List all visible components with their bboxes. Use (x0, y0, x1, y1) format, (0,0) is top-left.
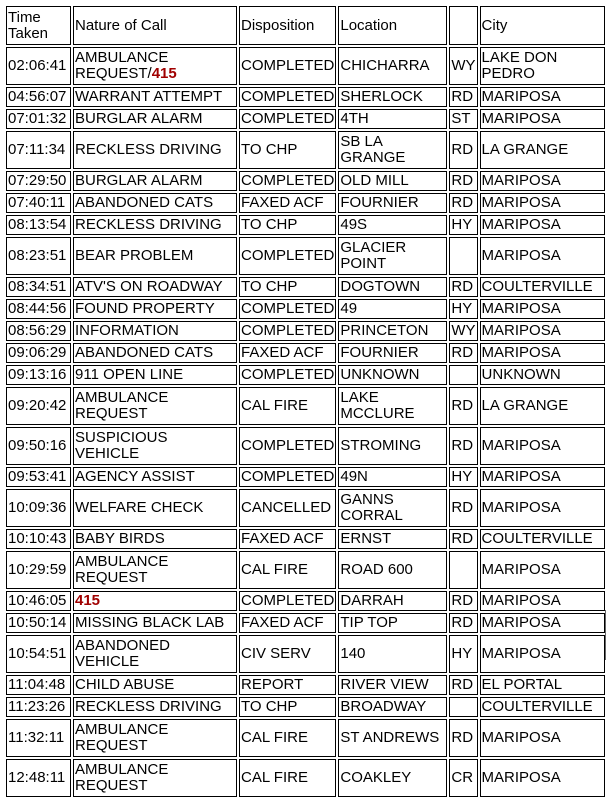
street-type-cell: HY (449, 215, 477, 235)
nature-text: AMBULANCE REQUEST (75, 389, 169, 422)
time-cell: 10:46:05 (6, 591, 71, 611)
header-nature-of-call: Nature of Call (73, 6, 237, 45)
time-cell: 07:29:50 (6, 171, 71, 191)
time-cell: 10:29:59 (6, 551, 71, 589)
table-row (6, 529, 605, 549)
time-cell: 07:11:34 (6, 131, 71, 169)
location-cell: COAKLEY (338, 759, 447, 797)
table-row (6, 635, 605, 673)
nature-cell (73, 529, 237, 549)
nature-text: ATV'S ON ROADWAY (75, 278, 223, 295)
disposition-cell: CAL FIRE (239, 551, 336, 589)
table-row (6, 675, 605, 695)
location-cell: ROAD 600 (338, 551, 447, 589)
table-row (6, 467, 605, 487)
disposition-cell: COMPLETED (241, 88, 335, 105)
nature-cell (73, 467, 237, 487)
disposition-cell: CIV SERV (239, 635, 336, 673)
city-cell: MARIPOSA (480, 171, 605, 191)
city-cell: MARIPOSA (480, 343, 605, 363)
time-cell: 09:53:41 (6, 467, 71, 487)
disposition-cell: CAL FIRE (239, 759, 336, 797)
location-cell: STROMING (338, 427, 447, 465)
disposition-cell: COMPLETED (241, 110, 335, 127)
street-type-cell: ST (449, 109, 477, 129)
table-row (6, 237, 605, 275)
city-cell: COULTERVILLE (480, 529, 605, 549)
nature-cell (73, 171, 237, 191)
city-cell: MARIPOSA (480, 635, 605, 673)
table-row (6, 215, 605, 235)
city-cell: MARIPOSA (480, 109, 605, 129)
city-cell: MARIPOSA (480, 489, 605, 527)
location-cell: SB LA GRANGE (338, 131, 447, 169)
city-cell: MARIPOSA (480, 215, 605, 235)
time-cell: 07:01:32 (6, 109, 71, 129)
street-type-cell: RD (449, 171, 477, 191)
city-cell: MARIPOSA (480, 427, 605, 465)
disposition-cell: COMPLETED (241, 172, 335, 189)
table-row (6, 131, 605, 169)
time-cell: 09:50:16 (6, 427, 71, 465)
time-cell: 09:06:29 (6, 343, 71, 363)
location-cell: BROADWAY (338, 697, 447, 717)
city-cell: MARIPOSA (480, 87, 605, 107)
nature-cell (73, 635, 237, 673)
location-cell: ST ANDREWS (338, 719, 447, 757)
time-cell: 08:13:54 (6, 215, 71, 235)
table-row (6, 299, 605, 319)
location-cell: 49S (338, 215, 447, 235)
street-type-cell: RD (449, 427, 477, 465)
nature-cell (73, 387, 237, 425)
street-type-cell: CR (449, 759, 477, 797)
time-cell: 02:06:41 (6, 47, 71, 85)
nature-text: RECKLESS DRIVING (75, 141, 222, 158)
nature-text: INFORMATION (75, 322, 179, 339)
location-cell: CHICHARRA (338, 47, 447, 85)
nature-cell (73, 613, 237, 633)
call-log-table (4, 4, 607, 799)
street-type-cell: RD (449, 131, 477, 169)
nature-text: WELFARE CHECK (75, 499, 204, 516)
nature-cell (73, 719, 237, 757)
disposition-cell: CAL FIRE (239, 719, 336, 757)
street-type-cell: RD (449, 675, 477, 695)
disposition-cell: FAXED ACF (239, 613, 336, 633)
disposition-cell: COMPLETED (241, 592, 335, 609)
nature-text: ABANDONED CATS (75, 194, 214, 211)
disposition-cell: FAXED ACF (239, 193, 336, 213)
city-cell: COULTERVILLE (480, 277, 605, 297)
nature-text: BURGLAR ALARM (75, 172, 203, 189)
city-cell: MARIPOSA (480, 193, 605, 213)
street-type-cell: HY (449, 635, 477, 673)
time-cell: 10:10:43 (6, 529, 71, 549)
city-cell: MARIPOSA (480, 551, 605, 589)
nature-cell (73, 675, 237, 695)
call-code: 415 (151, 65, 177, 82)
street-type-cell: WY (449, 47, 477, 85)
disposition-cell: REPORT (239, 675, 336, 695)
nature-cell (73, 47, 237, 85)
street-type-cell: RD (449, 489, 477, 527)
nature-cell (73, 87, 237, 107)
city-cell: LAKE DON PEDRO (480, 47, 605, 85)
right-edge-divider (605, 610, 606, 660)
nature-text: AMBULANCE REQUEST (75, 721, 169, 754)
nature-cell (73, 551, 237, 589)
nature-cell (73, 489, 237, 527)
table-row (6, 171, 605, 191)
disposition-cell: COMPLETED (241, 366, 335, 383)
disposition-cell: TO CHP (239, 277, 336, 297)
nature-text: BABY BIRDS (75, 530, 165, 547)
street-type-cell: WY (451, 322, 476, 339)
time-cell: 08:34:51 (6, 277, 71, 297)
city-cell: EL PORTAL (480, 675, 605, 695)
call-log-body (6, 6, 605, 797)
location-cell: GLACIER POINT (338, 237, 447, 275)
location-cell: 140 (338, 635, 447, 673)
table-row (6, 321, 605, 341)
disposition-cell: CANCELLED (239, 489, 336, 527)
city-cell: MARIPOSA (480, 591, 605, 611)
nature-text: AMBULANCE REQUEST (75, 553, 169, 586)
street-type-cell: RD (449, 277, 477, 297)
street-type-cell: HY (449, 299, 477, 319)
nature-text: ABANDONED VEHICLE (75, 637, 171, 670)
street-type-cell: RD (449, 613, 477, 633)
nature-cell (73, 237, 237, 275)
time-cell: 11:32:11 (6, 719, 71, 757)
street-type-cell: RD (449, 193, 477, 213)
time-cell: 12:48:11 (6, 759, 71, 797)
nature-text: AGENCY ASSIST (75, 468, 195, 485)
time-cell: 07:40:11 (6, 193, 71, 213)
city-cell: UNKNOWN (480, 365, 605, 385)
table-row (6, 87, 605, 107)
street-type-cell: RD (449, 529, 477, 549)
nature-text: RECKLESS DRIVING (75, 216, 222, 233)
location-cell: DARRAH (338, 591, 447, 611)
header-disposition: Disposition (239, 6, 336, 45)
location-cell: LAKE MCCLURE (338, 387, 447, 425)
street-type-cell: RD (449, 387, 477, 425)
table-row (6, 591, 605, 611)
nature-cell (73, 427, 237, 465)
disposition-cell: FAXED ACF (239, 343, 336, 363)
table-row (6, 277, 605, 297)
nature-text: FOUND PROPERTY (75, 300, 215, 317)
disposition-cell: TO CHP (239, 131, 336, 169)
nature-text: AMBULANCE REQUEST/ (75, 49, 169, 82)
location-cell: 49 (338, 299, 447, 319)
street-type-cell: RD (449, 343, 477, 363)
nature-cell (73, 299, 237, 319)
city-cell: MARIPOSA (480, 719, 605, 757)
nature-text: MISSING BLACK LAB (75, 614, 225, 631)
location-cell: DOGTOWN (338, 277, 447, 297)
location-cell: SHERLOCK (338, 87, 447, 107)
location-cell: GANNS CORRAL (338, 489, 447, 527)
city-cell: MARIPOSA (480, 759, 605, 797)
nature-text: WARRANT ATTEMPT (75, 88, 223, 105)
disposition-cell: COMPLETED (241, 322, 335, 339)
nature-text: CHILD ABUSE (75, 676, 175, 693)
disposition-cell: TO CHP (239, 697, 336, 717)
city-cell: LA GRANGE (480, 387, 605, 425)
table-row (6, 551, 605, 589)
time-cell: 09:20:42 (6, 387, 71, 425)
city-cell: MARIPOSA (480, 321, 605, 341)
table-row (6, 697, 605, 717)
time-cell: 08:56:29 (6, 321, 71, 341)
street-type-cell (449, 365, 477, 385)
city-cell: MARIPOSA (480, 237, 605, 275)
location-cell: PRINCETON (338, 321, 447, 341)
nature-cell (73, 591, 237, 611)
nature-cell (73, 365, 237, 385)
header-row (6, 6, 605, 45)
nature-cell (73, 277, 237, 297)
table-row (6, 427, 605, 465)
nature-text: AMBULANCE REQUEST (75, 761, 169, 794)
disposition-cell: TO CHP (239, 215, 336, 235)
street-type-cell: HY (449, 467, 477, 487)
location-cell: UNKNOWN (338, 365, 447, 385)
header-location: Location (338, 6, 447, 45)
disposition-cell: COMPLETED (239, 427, 336, 465)
street-type-cell: RD (449, 719, 477, 757)
time-cell: 10:50:14 (6, 613, 71, 633)
nature-text: SUSPICIOUS VEHICLE (75, 429, 168, 462)
location-cell: 49N (338, 467, 447, 487)
nature-text: ABANDONED CATS (75, 344, 214, 361)
city-cell: MARIPOSA (480, 613, 605, 633)
nature-cell (73, 759, 237, 797)
disposition-cell: CAL FIRE (239, 387, 336, 425)
street-type-cell (449, 697, 477, 717)
header-time-taken: Time Taken (6, 6, 71, 45)
street-type-cell (449, 551, 477, 589)
nature-text: RECKLESS DRIVING (75, 698, 222, 715)
street-type-cell (449, 237, 477, 275)
time-cell: 11:23:26 (6, 697, 71, 717)
nature-cell (73, 131, 237, 169)
time-cell: 08:23:51 (6, 237, 71, 275)
table-row (6, 193, 605, 213)
header-abbr (449, 6, 477, 45)
table-row (6, 759, 605, 797)
call-code: 415 (75, 592, 101, 609)
table-row (6, 613, 605, 633)
nature-cell (73, 697, 237, 717)
header-city: City (480, 6, 605, 45)
nature-cell (73, 109, 237, 129)
location-cell: TIP TOP (338, 613, 447, 633)
table-row (6, 719, 605, 757)
location-cell: FOURNIER (338, 193, 447, 213)
time-cell: 08:44:56 (6, 299, 71, 319)
city-cell: MARIPOSA (480, 299, 605, 319)
nature-text: BURGLAR ALARM (75, 110, 203, 127)
disposition-cell: COMPLETED (239, 47, 336, 85)
table-row (6, 343, 605, 363)
street-type-cell: RD (449, 591, 477, 611)
location-cell: FOURNIER (338, 343, 447, 363)
city-cell: MARIPOSA (480, 467, 605, 487)
disposition-cell: COMPLETED (239, 237, 336, 275)
table-row (6, 387, 605, 425)
nature-cell (73, 215, 237, 235)
nature-cell (73, 321, 237, 341)
location-cell: RIVER VIEW (338, 675, 447, 695)
time-cell: 09:13:16 (6, 365, 71, 385)
disposition-cell: COMPLETED (241, 300, 335, 317)
time-cell: 04:56:07 (6, 87, 71, 107)
location-cell: 4TH (338, 109, 447, 129)
table-row (6, 109, 605, 129)
nature-text: 911 OPEN LINE (75, 366, 184, 383)
time-cell: 10:09:36 (6, 489, 71, 527)
time-cell: 10:54:51 (6, 635, 71, 673)
city-cell: LA GRANGE (480, 131, 605, 169)
time-cell: 11:04:48 (6, 675, 71, 695)
location-cell: OLD MILL (338, 171, 447, 191)
street-type-cell: RD (449, 87, 477, 107)
table-row (6, 365, 605, 385)
nature-cell (73, 193, 237, 213)
nature-cell (73, 343, 237, 363)
nature-text: BEAR PROBLEM (75, 247, 194, 264)
location-cell: ERNST (338, 529, 447, 549)
disposition-cell: COMPLETED (241, 468, 335, 485)
table-row (6, 47, 605, 85)
disposition-cell: FAXED ACF (239, 529, 336, 549)
city-cell: COULTERVILLE (480, 697, 605, 717)
table-row (6, 489, 605, 527)
